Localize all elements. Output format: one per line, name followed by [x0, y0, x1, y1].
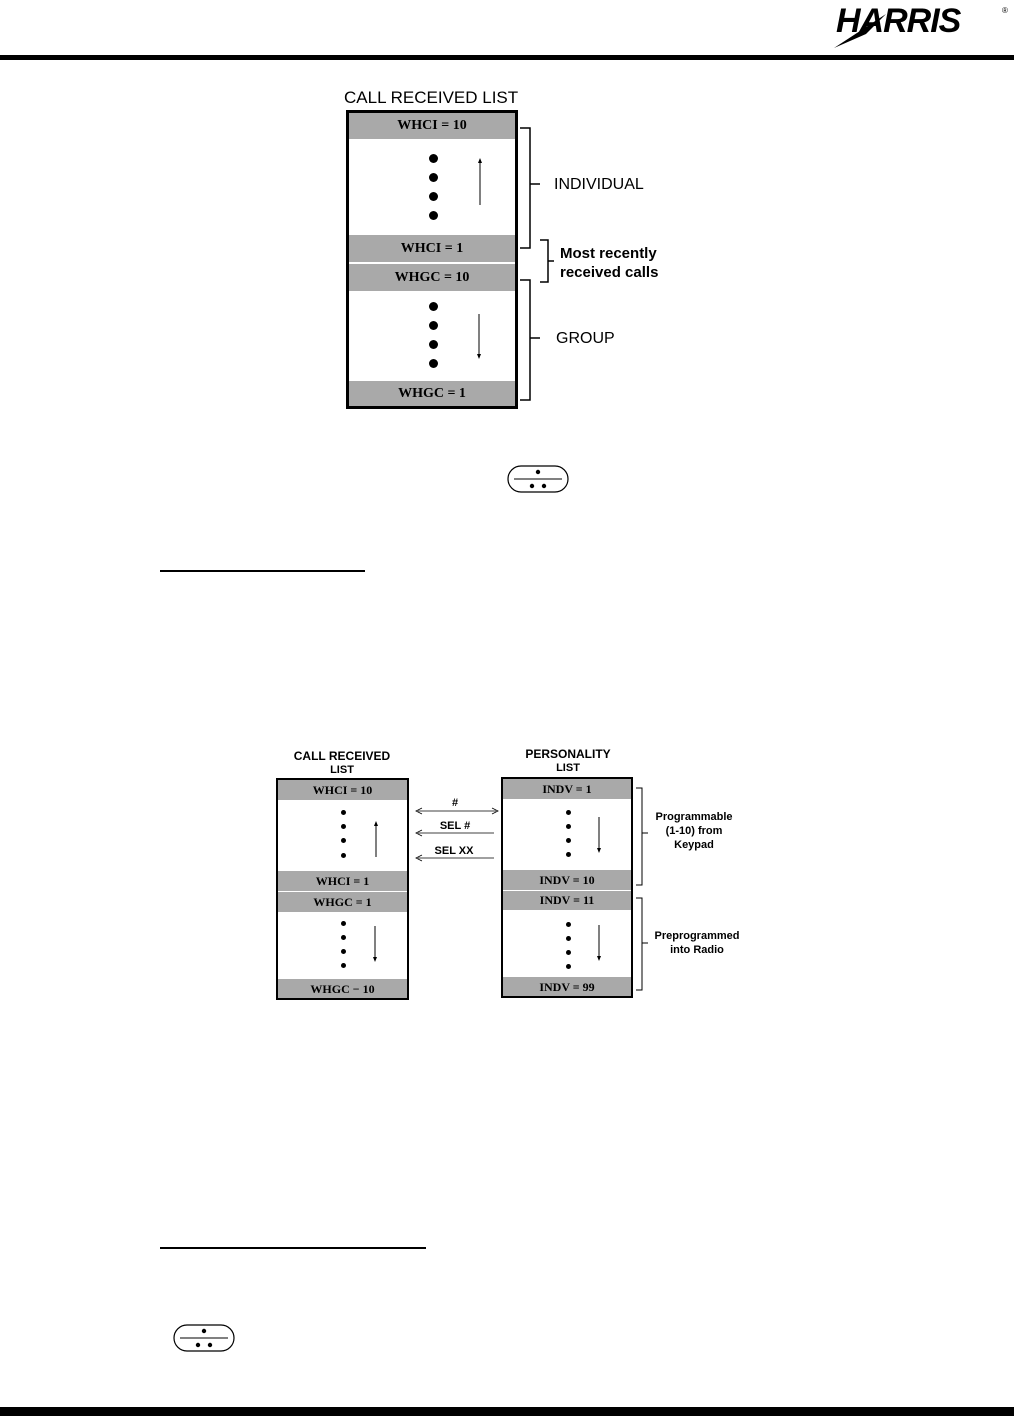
- programmable-label-line3: Keypad: [674, 839, 714, 851]
- individual-label: INDIVIDUAL: [554, 176, 644, 193]
- harris-logo: [826, 0, 1011, 52]
- figure2-left-title-line2: LIST: [330, 764, 354, 776]
- preprogrammed-label-line2: into Radio: [670, 944, 724, 956]
- dot: [566, 824, 571, 829]
- down-arrow-icon: [371, 925, 379, 963]
- section-heading-underline: [160, 1247, 426, 1249]
- figure2-left-title-line1: CALL RECEIVED: [293, 749, 391, 763]
- figure2-left-row-mid2: WHGC = 1: [278, 892, 407, 912]
- dot: [429, 340, 438, 349]
- dot: [566, 810, 571, 815]
- dot: [341, 838, 346, 843]
- preprogrammed-label-line1: Preprogrammed: [654, 930, 740, 942]
- arrow-label-hash: #: [451, 797, 459, 809]
- dot: [566, 852, 571, 857]
- dot: [429, 211, 438, 220]
- down-arrow-icon: [595, 816, 603, 854]
- dot: [429, 302, 438, 311]
- group-label: GROUP: [556, 330, 615, 347]
- dot: [341, 853, 346, 858]
- section-heading-underline: [160, 570, 365, 572]
- dot: [341, 963, 346, 968]
- arrow-label-sel-hash: SEL #: [439, 820, 471, 832]
- figure1-title: CALL RECEIVED LIST: [344, 88, 519, 107]
- down-arrow-icon: [595, 924, 603, 962]
- dot: [566, 964, 571, 969]
- footer-rule: [0, 1407, 1014, 1416]
- figure1-row-whci-10: WHCI = 10: [349, 113, 515, 139]
- figure2-right-row-bottom: INDV = 99: [503, 977, 631, 996]
- dot: [429, 321, 438, 330]
- figure2-right-row-top: INDV = 1: [503, 779, 631, 799]
- figure1-row-whci-1: WHCI = 1: [349, 235, 515, 264]
- dot: [341, 935, 346, 940]
- down-arrow-icon: [474, 313, 484, 361]
- dot: [429, 173, 438, 182]
- recent-calls-label-line1: Most recently: [560, 245, 657, 262]
- figure1-row-whgc-10: WHGC = 10: [349, 264, 515, 291]
- dot: [341, 824, 346, 829]
- figure1-row-whgc-1: WHGC = 1: [349, 381, 515, 406]
- header-rule: [0, 55, 1014, 60]
- recent-calls-label-line2: received calls: [560, 264, 659, 281]
- dot: [566, 838, 571, 843]
- figure2-right-title-line1: PERSONALITY: [525, 747, 611, 761]
- figure2-left-row-mid1: WHCI = 1: [278, 871, 407, 892]
- dot: [429, 192, 438, 201]
- dot: [566, 950, 571, 955]
- registered-mark: ®: [1002, 6, 1008, 15]
- figure2-right-title-line2: LIST: [556, 762, 580, 774]
- select-button-icon: [173, 1324, 235, 1352]
- figure2-left-row-top: WHCI = 10: [278, 780, 407, 800]
- dot: [429, 154, 438, 163]
- figure2-call-received-list: [276, 778, 409, 1000]
- up-arrow-icon: [475, 157, 485, 207]
- select-button-icon: [507, 465, 569, 493]
- dot: [566, 936, 571, 941]
- dot: [341, 921, 346, 926]
- dot: [566, 922, 571, 927]
- brand-name: HARRIS: [836, 2, 961, 40]
- dot: [341, 810, 346, 815]
- figure1-call-received-list: [346, 110, 518, 409]
- dot: [341, 949, 346, 954]
- programmable-label-line1: Programmable: [655, 811, 733, 823]
- up-arrow-icon: [372, 820, 380, 858]
- figure2-right-row-mid2: INDV = 11: [503, 891, 631, 910]
- programmable-label-line2: (1-10) from: [665, 825, 723, 837]
- dot: [429, 359, 438, 368]
- figure2-right-row-mid1: INDV = 10: [503, 870, 631, 891]
- arrow-label-sel-xx: SEL XX: [434, 845, 474, 857]
- figure2-personality-list: [501, 777, 633, 998]
- figure2-left-row-bottom: WHGC − 10: [278, 979, 407, 998]
